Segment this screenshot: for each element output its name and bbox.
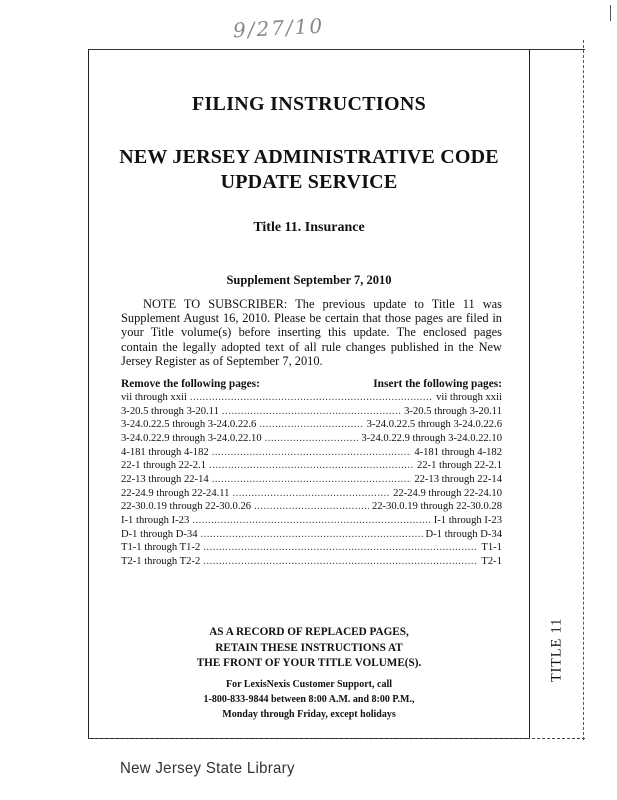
remove-pages: 4-181 through 4-182 — [121, 446, 209, 458]
leader-dots — [212, 446, 412, 460]
record-line1: AS A RECORD OF REPLACED PAGES, — [209, 626, 409, 638]
remove-pages: D-1 through D-34 — [121, 528, 198, 540]
bottom-rule — [88, 738, 585, 739]
spine-label-text: TITLE 11 — [548, 617, 565, 683]
page-row — [121, 487, 502, 501]
insert-header: Insert the following pages: — [373, 378, 502, 390]
record-line3: THE FRONT OF YOUR TITLE VOLUME(S). — [196, 657, 422, 669]
page-row — [121, 555, 502, 569]
page-row — [121, 528, 502, 542]
insert-pages: 3-24.0.22.5 through 3-24.0.22.6 — [366, 419, 502, 431]
insert-pages: 3-24.0.22.9 through 3-24.0.22.10 — [361, 432, 502, 444]
filing-instructions-heading: FILING INSTRUCTIONS — [191, 93, 427, 115]
insert-pages: 4-181 through 4-182 — [414, 446, 502, 458]
insert-pages: 22-1 through 22-2.1 — [416, 460, 502, 472]
leader-dots — [254, 500, 369, 514]
remove-pages: T1-1 through T1-2 — [121, 542, 201, 554]
leader-dots — [190, 391, 433, 405]
top-rule — [88, 49, 585, 50]
insert-pages: 22-30.0.19 through 22-30.0.28 — [371, 501, 502, 513]
support-line3: Monday through Friday, except holidays — [222, 709, 396, 720]
leader-dots — [203, 555, 478, 569]
page-row — [121, 418, 502, 432]
remove-pages: 3-24.0.22.9 through 3-24.0.22.10 — [121, 432, 262, 444]
insert-pages: 3-20.5 through 3-20.11 — [404, 405, 502, 417]
insert-pages: I-1 through I-23 — [433, 514, 502, 526]
code-title-line2: UPDATE SERVICE — [220, 171, 398, 193]
record-notice — [88, 625, 530, 672]
spine-rule — [583, 40, 584, 740]
page-row — [121, 514, 502, 528]
page-list — [121, 391, 502, 569]
handwritten-date: 9/27/10 — [232, 13, 325, 43]
remove-header: Remove the following pages: — [121, 378, 260, 390]
note-to-subscriber — [121, 297, 502, 368]
code-title — [88, 145, 530, 195]
page-row — [121, 473, 502, 487]
insert-pages: T2-1 — [481, 555, 502, 567]
leader-dots — [201, 528, 423, 542]
remove-pages: vii through xxii — [121, 392, 187, 403]
supplement-date: Supplement September 7, 2010 — [226, 273, 392, 287]
insert-pages: vii through xxii — [436, 392, 502, 403]
page-row — [121, 405, 502, 419]
page-row — [121, 391, 502, 405]
leader-dots — [232, 487, 390, 501]
edge-mark — [610, 5, 611, 21]
leader-dots — [259, 418, 363, 432]
remove-pages: 22-1 through 22-2.1 — [121, 460, 207, 472]
support-line1: For LexisNexis Customer Support, call — [225, 679, 392, 690]
page-row — [121, 459, 502, 473]
remove-pages: T2-1 through T2-2 — [121, 555, 201, 567]
spine-label — [540, 600, 574, 700]
code-title-line1: NEW JERSEY ADMINISTRATIVE CODE — [119, 146, 499, 168]
column-headers — [121, 378, 502, 390]
note-text: NOTE TO SUBSCRIBER: The previous update to Title 11 was Supplement August 16, 2010. Please be certain that those pages are filed in your Title volume(s) before inserting this update. The enclosed pages contain the legally adopted text of all rule changes published in the New Jersey Register as of September 7, 2010. — [121, 297, 502, 368]
leader-dots — [209, 459, 414, 473]
insert-pages: D-1 through D-34 — [425, 528, 502, 540]
page-row — [121, 500, 502, 514]
leader-dots — [222, 405, 401, 419]
remove-pages: 22-24.9 through 22-24.11 — [121, 487, 230, 499]
leader-dots — [203, 541, 478, 555]
page-row — [121, 446, 502, 460]
library-stamp: New Jersey State Library — [120, 759, 295, 778]
remove-pages: 22-13 through 22-14 — [121, 473, 209, 485]
support-line2: 1-800-833-9844 between 8:00 A.M. and 8:00 P.M., — [203, 694, 415, 705]
remove-pages: 3-24.0.22.5 through 3-24.0.22.6 — [121, 419, 257, 431]
insert-pages: 22-13 through 22-14 — [414, 473, 502, 485]
customer-support — [88, 677, 530, 722]
record-line2: RETAIN THESE INSTRUCTIONS AT — [215, 641, 403, 654]
leader-dots — [212, 473, 412, 487]
leader-dots — [192, 514, 430, 528]
insert-pages: T1-1 — [481, 542, 502, 554]
page-row — [121, 541, 502, 555]
title-subject: Title 11. Insurance — [253, 220, 365, 235]
remove-pages: I-1 through I-23 — [121, 514, 190, 526]
leader-dots — [265, 432, 359, 446]
insert-pages: 22-24.9 through 22-24.10 — [393, 487, 502, 499]
page-row — [121, 432, 502, 446]
remove-pages: 22-30.0.19 through 22-30.0.26 — [121, 501, 252, 513]
remove-pages: 3-20.5 through 3-20.11 — [121, 405, 219, 417]
